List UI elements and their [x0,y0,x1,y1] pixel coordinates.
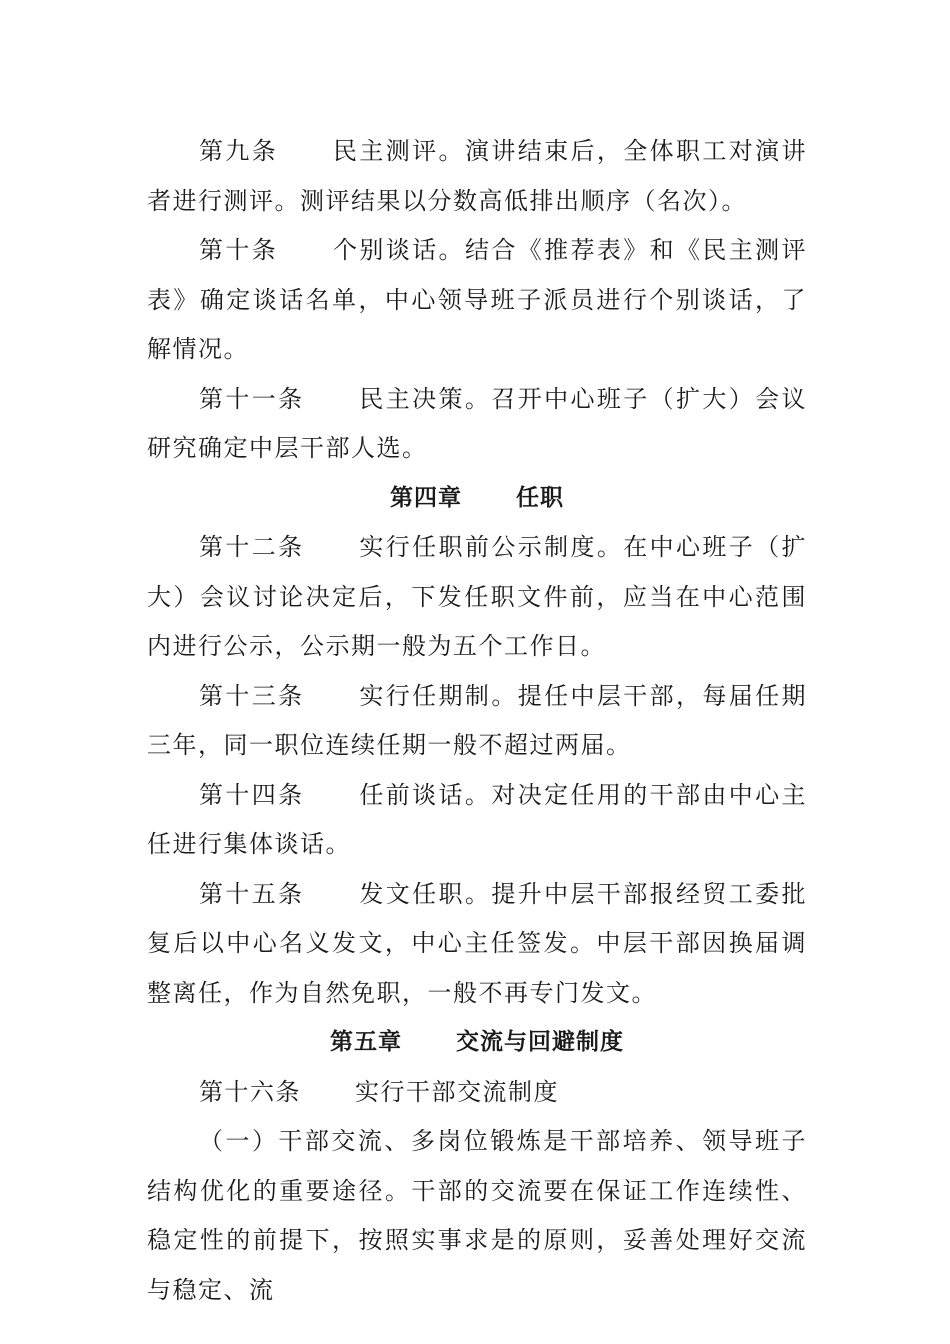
article-number: 第十一条 [199,384,305,413]
chapter-title: 交流与回避制度 [456,1029,624,1055]
article-number: 第十五条 [199,879,305,908]
article-text: 任前谈话。对决定任用的干部由中心主任进行集体谈话。 [147,780,808,858]
article-number: 第十三条 [199,681,305,710]
article-text: 发文任职。提升中层干部报经贸工委批复后以中心名义发文，中心主任签发。中层干部因换届调整离任，作为自然免职，一般不再专门发文。 [147,879,808,1007]
article-text: 个别谈话。结合《推荐表》和《民主测评表》确定谈话名单，中心领导班子派员进行个别谈话，了解情况。 [147,236,808,363]
article-number: 第十二条 [199,533,305,561]
article-text: 实行干部交流制度 [355,1077,559,1106]
clause-1 [147,1117,807,1315]
article-text: 民主决策。召开中心班子（扩大）会议研究确定中层干部人选。 [147,384,808,462]
article-text: 实行任期制。提任中层干部，每届任期三年，同一职位连续任期一般不超过两届。 [147,681,808,759]
article-number: 第十条 [199,236,279,264]
article-11 [147,375,807,474]
article-9 [147,127,807,226]
article-number: 第九条 [199,137,279,165]
article-text: 实行任职前公示制度。在中心班子（扩大）会议讨论决定后，下发任职文件前，应当在中心范围内进行公示，公示期一般为五个工作日。 [147,533,808,660]
article-15 [147,870,807,1019]
article-text: 民主测评。演讲结束后，全体职工对演讲者进行测评。测评结果以分数高低排出顺序（名次）。 [147,137,808,215]
article-16 [147,1068,807,1118]
article-number: 第十六条 [199,1077,301,1106]
article-12 [147,523,807,672]
article-10 [147,226,807,375]
article-14 [147,771,807,870]
chapter-number: 第四章 [390,484,462,511]
chapter-title: 任职 [516,484,564,511]
chapter-heading-4 [147,474,807,524]
chapter-number: 第五章 [330,1029,402,1055]
document-page [147,127,807,1315]
clause-text: （一）干部交流、多岗位锻炼是干部培养、领导班子结构优化的重要途径。干部的交流要在保证工作连续性、稳定性的前提下，按照实事求是的原则，妥善处理好交流与稳定、流 [147,1127,807,1304]
article-number: 第十四条 [199,780,305,809]
article-13 [147,672,807,771]
chapter-heading-5 [147,1018,807,1068]
